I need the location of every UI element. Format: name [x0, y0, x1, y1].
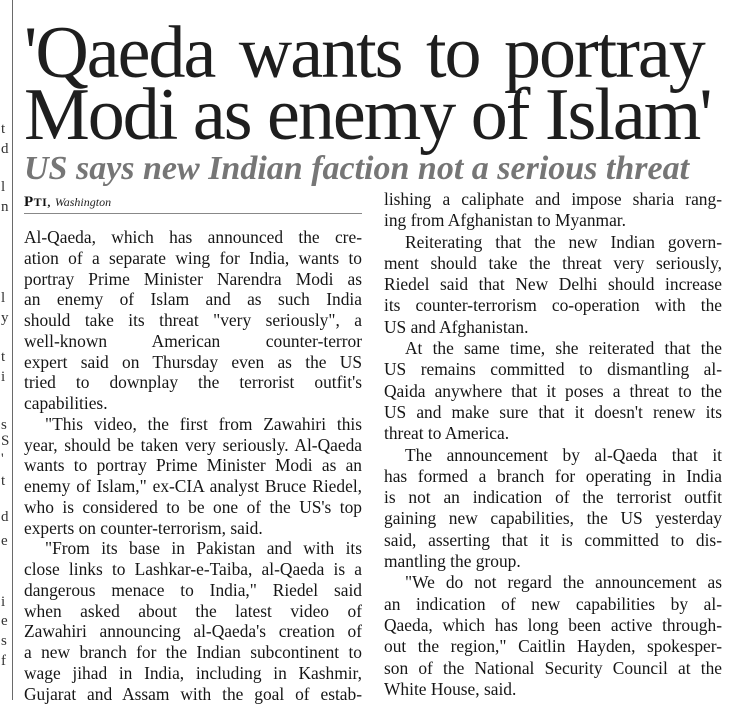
adjacent-column-fragment: e [1, 613, 8, 629]
article-paragraph [384, 189, 722, 232]
headline-line-1: 'Qaeda wants to portray [24, 12, 704, 94]
article-line: wants to portray Prime Minister Modi as an [24, 455, 362, 476]
adjacent-column-fragment: t [1, 121, 6, 137]
article-line: wage jihad in India, including in Kashmir, [24, 662, 362, 683]
article-line: "This video, the first from Zawahiri this [45, 413, 362, 434]
article-line: son of the National Security Council at the [384, 657, 722, 678]
article-column-right [384, 189, 722, 700]
article-paragraph [384, 338, 722, 444]
column-rule [12, 0, 13, 700]
article-line: Qaida anywhere that it poses a threat to the [384, 380, 722, 401]
adjacent-column-fragment: l [1, 179, 6, 195]
article-line: White House, said. [384, 678, 517, 699]
adjacent-column-fragment: y [1, 310, 9, 326]
article-line: At the same time, she reiterated that the [405, 338, 722, 359]
article-line: Gujarat and Assam with the goal of estab- [24, 683, 362, 704]
subheadline: US says new Indian faction not a serious threat [24, 150, 690, 187]
article-paragraph [384, 445, 722, 573]
article-line: capabilities. [24, 393, 108, 413]
adjacent-column-fragment: i [1, 594, 6, 610]
adjacent-column-fragment: t [1, 349, 6, 365]
adjacent-column-fragment: ' [1, 451, 4, 467]
byline-rule [24, 213, 362, 214]
adjacent-column-fragment: d [1, 509, 9, 525]
article-line: enemy of Islam," ex-CIA analyst Bruce Riedel, [24, 476, 362, 496]
article-line: has formed a branch for operating in India [384, 465, 722, 486]
article-line: an enemy of Islam and as such India [24, 289, 362, 310]
article-line: should take its threat "very seriously", a [24, 310, 362, 330]
article-line: said, asserting that it is committed to dis- [384, 529, 722, 550]
article-line: Al-Qaeda, which has announced the cre- [24, 227, 362, 247]
byline-dateline: Washington [54, 195, 112, 209]
adjacent-column-fragment: n [1, 199, 9, 215]
byline [24, 194, 111, 210]
article-line: US remains committed to dismantling al- [384, 359, 722, 380]
article-line: The announcement by al-Qaeda that it [405, 444, 722, 465]
article-line: year, should be taken very seriously. Al-Qaeda [24, 434, 362, 455]
article-line: is not an indication of the terrorist outfit [384, 487, 722, 508]
article-line: expert said on Thursday even as the US [24, 351, 362, 372]
article-line: "From its base in Pakistan and with its [45, 538, 362, 559]
article-column-left [24, 227, 362, 704]
headline-line-2: Modi as enemy of Islam' [24, 74, 711, 156]
article-line: ing from Afghanistan to Myanmar. [384, 210, 626, 231]
article-line: dangerous menace to India," Riedel said [24, 579, 362, 600]
article-line: when asked about the latest video of [24, 600, 362, 621]
adjacent-column-fragment: S [1, 433, 10, 449]
article-line: out the region," Caitlin Hayden, spokesper- [384, 636, 722, 657]
article-line: gaining new capabilities, the US yesterday [384, 508, 722, 529]
article-paragraph [384, 232, 722, 338]
adjacent-column-fragment: f [1, 653, 6, 669]
article-line: well-known American counter-terror [24, 330, 362, 351]
article-line: ation of a separate wing for India, wants to [24, 247, 362, 268]
article-line: who is considered to be one of the US's top [24, 496, 362, 517]
article-line: Reiterating that the new Indian govern- [405, 231, 722, 252]
article-line: an indication of new capabilities by al- [384, 593, 722, 614]
article-line: Riedel said that New Delhi should increase [384, 274, 722, 295]
article-paragraph [24, 227, 362, 414]
article-line: close links to Lashkar-e-Taiba, al-Qaeda is a [24, 559, 362, 579]
article-line: Qaeda, which has long been active through- [384, 614, 722, 635]
adjacent-column-fragment: i [1, 369, 6, 385]
adjacent-column-fragment: s [1, 633, 7, 649]
article-line: US and Afghanistan. [384, 316, 529, 337]
article-line: "We do not regard the announcement as [405, 572, 722, 593]
article-paragraph [24, 414, 362, 539]
article-paragraph [384, 572, 722, 700]
article-line: US and make sure that it doesn't renew its [384, 401, 722, 422]
article-line: lishing a caliphate and impose sharia rang- [384, 189, 722, 209]
article-line: experts on counter-terrorism, said. [24, 517, 263, 538]
article-line: portray Prime Minister Narendra Modi as [24, 268, 362, 289]
adjacent-column-fragment: t [1, 473, 6, 489]
adjacent-column-fragment: e [1, 533, 8, 549]
adjacent-column-fragment: s [1, 417, 7, 433]
byline-agency: PTI, [24, 194, 51, 210]
adjacent-column-fragment: d [1, 141, 9, 157]
headline [24, 12, 711, 156]
article-line: Zawahiri announcing al-Qaeda's creation of [24, 621, 362, 642]
adjacent-column-fragments [0, 0, 10, 716]
article-line: a new branch for the Indian subcontinent to [24, 642, 362, 662]
article-line: tried to downplay the terrorist outfit's [24, 372, 362, 393]
article-line: threat to America. [384, 423, 510, 444]
article-line: mantling the group. [384, 551, 521, 572]
adjacent-column-fragment: l [1, 290, 6, 306]
article-line: its counter-terrorism co-operation with the [384, 295, 722, 316]
article-line: ment should take the threat very seriously, [384, 252, 722, 273]
article-paragraph [24, 538, 362, 704]
